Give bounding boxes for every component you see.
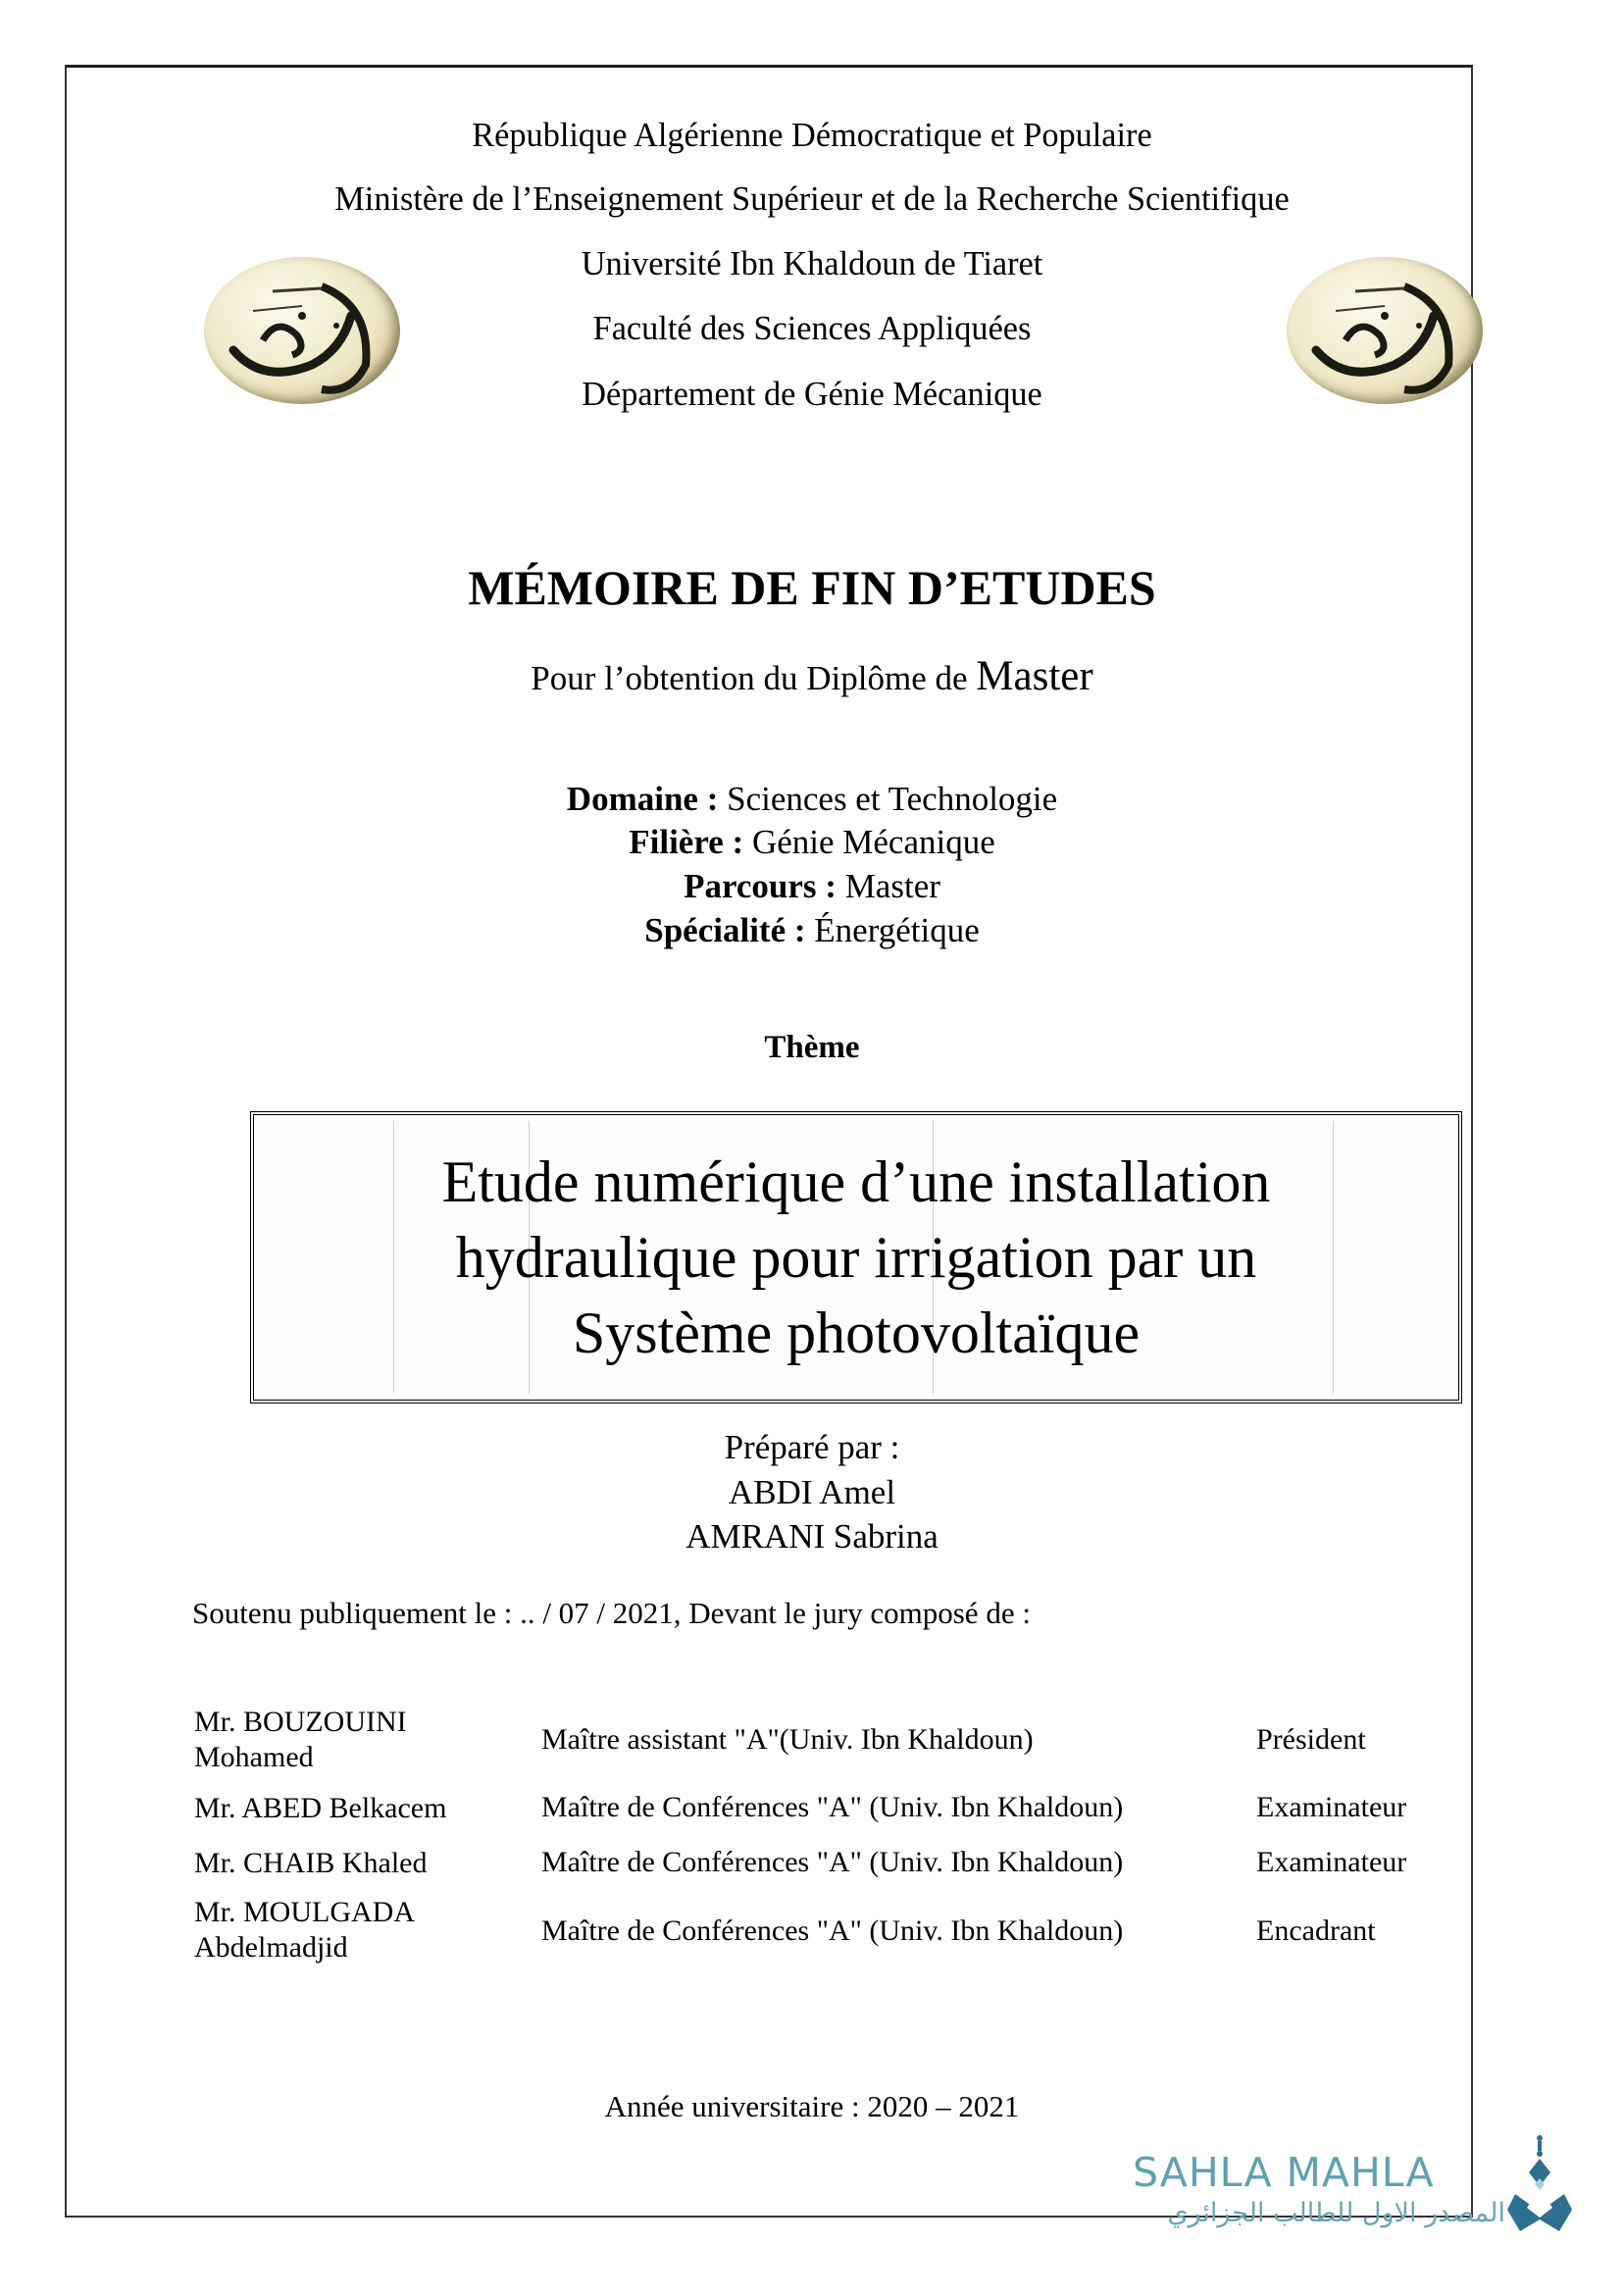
jury-member-title: Maître de Conférences "A" (Univ. Ibn Khaldoun): [541, 1914, 1124, 1947]
republic-heading: République Algérienne Démocratique et Populaire: [472, 116, 1152, 154]
scan-artifact-line: [393, 1121, 394, 1394]
university-heading: Université Ibn Khaldoun de Tiaret: [581, 244, 1043, 282]
department-heading: Département de Génie Mécanique: [582, 375, 1042, 413]
spec-label: Filière :: [629, 823, 744, 861]
author-name: ABDI Amel: [728, 1473, 896, 1511]
spec-label: Spécialité :: [644, 911, 806, 949]
university-logo-right: [1287, 257, 1483, 404]
name-line: Mr. MOULGADA: [194, 1896, 415, 1928]
document-subtitle: [0, 652, 1624, 700]
author-name: AMRANI Sabrina: [685, 1517, 939, 1556]
name-line: Mr. BOUZOUINI: [194, 1706, 407, 1738]
jury-member-name: Mr. CHAIB Khaled: [194, 1847, 428, 1879]
subtitle-degree: Master: [976, 653, 1093, 699]
faculty-heading: Faculté des Sciences Appliquées: [592, 309, 1032, 347]
jury-member-title: Maître de Conférences "A" (Univ. Ibn Khaldoun): [541, 1846, 1124, 1878]
spec-filiere: [0, 823, 1624, 862]
theme-box: [250, 1111, 1462, 1403]
scan-artifact-line: [1333, 1121, 1334, 1394]
spec-value: Énergétique: [805, 911, 980, 949]
jury-member-name: [194, 1705, 508, 1775]
spec-label: Parcours :: [684, 867, 837, 905]
theme-line: Système photovoltaïque: [572, 1300, 1141, 1365]
subtitle-prefix: Pour l’obtention du Diplôme de: [531, 659, 977, 697]
ministry-heading: Ministère de l’Enseignement Supérieur et de la Recherche Scientifique: [334, 179, 1290, 218]
defense-statement: Soutenu publiquement le : .. / 07 / 2021, Devant le jury composé de :: [192, 1596, 1031, 1630]
jury-row: [194, 1895, 1469, 1973]
jury-member-title: Maître de Conférences "A" (Univ. Ibn Khaldoun): [541, 1791, 1124, 1823]
jury-member-role: Examinateur: [1256, 1846, 1407, 1878]
brand-name: SAHLA MAHLA: [1133, 2149, 1435, 2196]
spec-value: Génie Mécanique: [743, 823, 995, 861]
theme-line: hydraulique pour irrigation par un: [455, 1224, 1257, 1290]
calligraphy-emblem-icon: [1287, 257, 1483, 404]
jury-member-name: Mr. ABED Belkacem: [194, 1792, 447, 1824]
sahla-mahla-logo-icon: [1505, 2133, 1574, 2241]
spec-label: Domaine :: [566, 780, 719, 818]
calligraphy-emblem-icon: [204, 257, 400, 404]
brand-tagline: المصدر الاول للطالب الجزائري: [1167, 2198, 1505, 2228]
spec-specialite: [0, 911, 1624, 950]
document-title: MÉMOIRE DE FIN D’ETUDES: [468, 560, 1156, 615]
academic-year: Année universitaire : 2020 – 2021: [604, 2089, 1020, 2123]
spec-value: Sciences et Technologie: [718, 780, 1058, 818]
sahla-mahla-watermark: [1133, 2149, 1574, 2261]
jury-member-role: Président: [1256, 1723, 1366, 1756]
name-line: Mohamed: [194, 1741, 314, 1773]
spec-value: Master: [836, 867, 940, 905]
name-line: Abdelmadjid: [194, 1931, 348, 1964]
spec-parcours: [0, 867, 1624, 906]
jury-member-role: Examinateur: [1256, 1791, 1407, 1823]
theme-label: Thème: [764, 1030, 860, 1065]
spec-domaine: [0, 780, 1624, 819]
jury-member-name: [194, 1895, 508, 1965]
university-logo-left: [204, 257, 400, 404]
theme-line: Etude numérique d’une installation: [441, 1148, 1271, 1214]
jury-member-title: Maître assistant "A"(Univ. Ibn Khaldoun): [541, 1723, 1034, 1756]
prepared-by-label: Préparé par :: [724, 1428, 900, 1466]
jury-member-role: Encadrant: [1256, 1914, 1376, 1947]
jury-row: [194, 1707, 1469, 1785]
